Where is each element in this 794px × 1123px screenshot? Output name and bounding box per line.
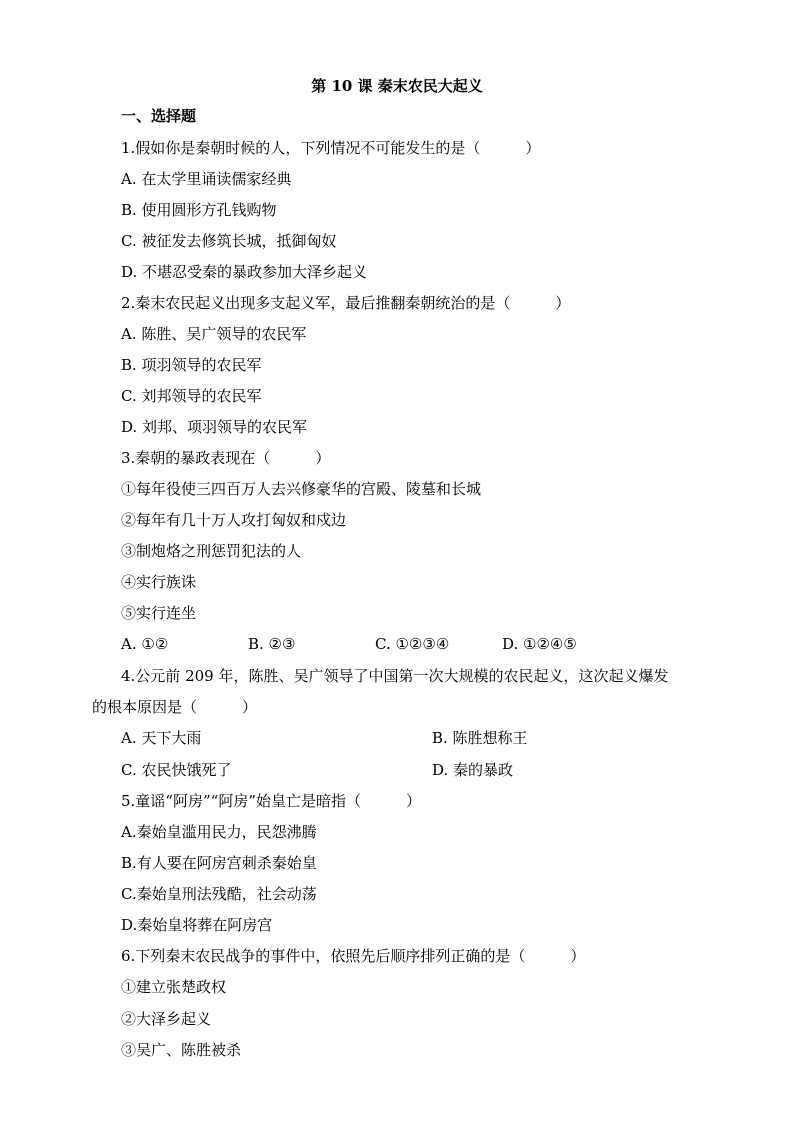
question-2-option-c: C. 刘邦领导的农民军 bbox=[121, 387, 262, 405]
question-1-option-a: A. 在太学里诵读儒家经典 bbox=[121, 170, 292, 188]
question-3-item-4: ④实行族诛 bbox=[121, 573, 197, 591]
question-3-stem: 3.秦朝的暴政表现在（ ） bbox=[121, 449, 331, 467]
question-1-option-c: C. 被征发去修筑长城，抵御匈奴 bbox=[121, 232, 337, 250]
question-4-option-b: B. 陈胜想称王 bbox=[432, 729, 528, 747]
question-4-option-d: D. 秦的暴政 bbox=[432, 761, 514, 779]
question-1-stem: 1.假如你是秦朝时候的人，下列情况不可能发生的是（ ） bbox=[121, 139, 541, 157]
question-5-option-c: C.秦始皇刑法残酷，社会动荡 bbox=[121, 885, 317, 903]
question-3-item-2: ②每年有几十万人攻打匈奴和戍边 bbox=[121, 511, 347, 529]
question-3-options-row bbox=[121, 634, 629, 654]
question-3-item-5: ⑤实行连坐 bbox=[121, 604, 197, 622]
question-5-stem: 5.童谣“阿房”“阿房”始皇亡是暗指（ ） bbox=[121, 792, 421, 810]
question-1-option-d: D. 不堪忍受秦的暴政参加大泽乡起义 bbox=[121, 263, 368, 281]
question-2-option-d: D. 刘邦、项羽领导的农民军 bbox=[121, 418, 308, 436]
question-4-stem-line-2: 的根本原因是（ ） bbox=[92, 698, 258, 716]
question-5-option-d: D.秦始皇将葬在阿房宫 bbox=[121, 916, 273, 934]
question-5-option-b: B.有人要在阿房宫刺杀秦始皇 bbox=[121, 854, 317, 872]
question-6-item-2: ②大泽乡起义 bbox=[121, 1010, 212, 1028]
question-1-option-b: B. 使用圆形方孔钱购物 bbox=[121, 201, 277, 219]
question-3-item-1: ①每年役使三四百万人去兴修豪华的宫殿、陵墓和长城 bbox=[121, 480, 482, 498]
question-3-option-a: A. ①② bbox=[121, 635, 169, 653]
question-5-option-a: A.秦始皇滥用民力，民怨沸腾 bbox=[121, 823, 317, 841]
question-2-option-b: B. 项羽领导的农民军 bbox=[121, 356, 262, 374]
question-4-options-row-2 bbox=[121, 760, 743, 780]
question-4-option-c: C. 农民快饿死了 bbox=[121, 761, 232, 779]
question-6-stem: 6.下列秦末农民战争的事件中，依照先后顺序排列正确的是（ ） bbox=[121, 947, 586, 965]
section-heading: 一、选择题 bbox=[121, 107, 197, 125]
question-6-item-1: ①建立张楚政权 bbox=[121, 978, 227, 996]
question-3-option-b: B. ②③ bbox=[248, 635, 296, 653]
question-4-option-a: A. 天下大雨 bbox=[121, 729, 202, 747]
question-2-option-a: A. 陈胜、吴广领导的农民军 bbox=[121, 325, 307, 343]
page-title: 第 10 课 秦末农民大起义 bbox=[311, 77, 483, 95]
question-3-item-3: ③制炮烙之刑惩罚犯法的人 bbox=[121, 542, 302, 560]
question-3-option-d: D. ①②④⑤ bbox=[502, 635, 577, 653]
question-4-options-row-1 bbox=[121, 728, 743, 748]
question-6-item-3: ③吴广、陈胜被杀 bbox=[121, 1041, 242, 1059]
question-2-stem: 2.秦末农民起义出现多支起义军，最后推翻秦朝统治的是（ ） bbox=[121, 294, 571, 312]
question-3-option-c: C. ①②③④ bbox=[375, 635, 450, 653]
question-4-stem-line-1: 4.公元前 209 年，陈胜、吴广领导了中国第一次大规模的农民起义，这次起义爆发 bbox=[121, 667, 669, 685]
